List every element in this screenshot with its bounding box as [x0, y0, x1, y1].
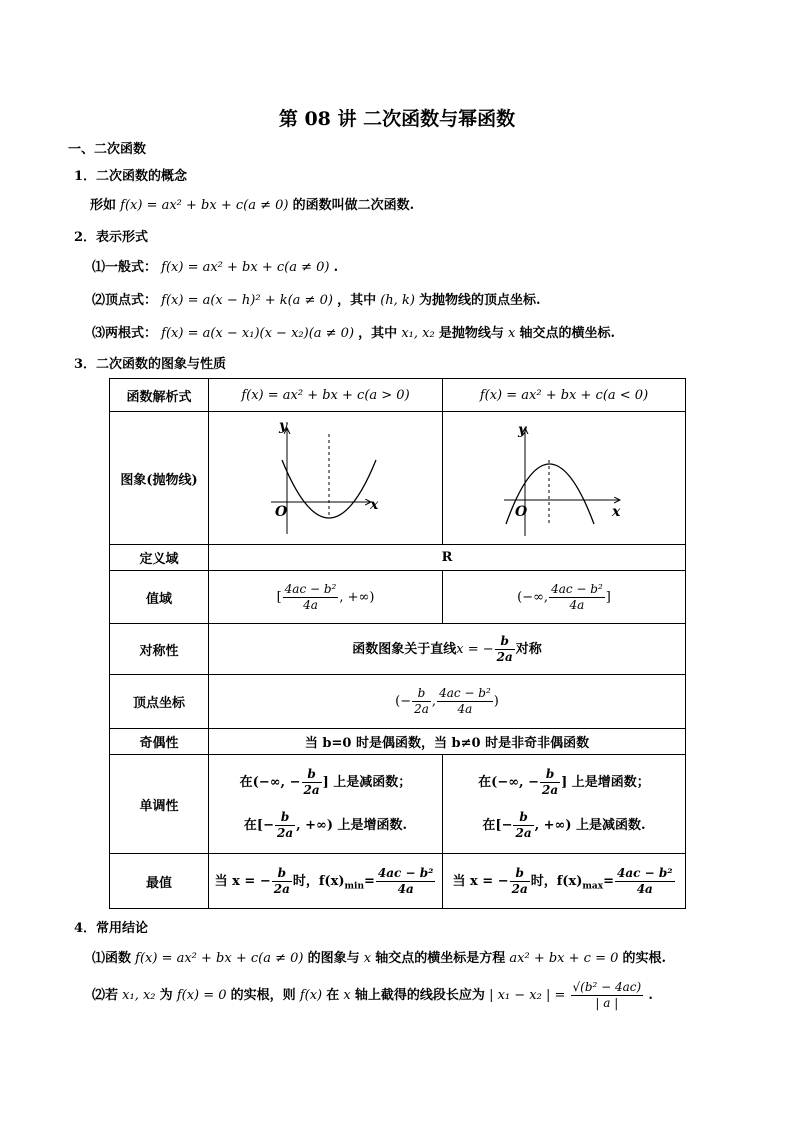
ext2-frac-b: [510, 866, 530, 897]
frac-num: b: [495, 634, 515, 650]
ext2-frac-y: [615, 866, 675, 897]
label-domain: 定义域: [110, 545, 209, 571]
frac-den: 2a: [276, 826, 294, 840]
frac-num: 4ac − b²: [617, 865, 673, 880]
mono2-a-post: ] 上是增函数；: [561, 775, 650, 790]
vertex-form-label: ⑵顶点式：: [92, 293, 158, 308]
range-a-positive: [209, 571, 443, 624]
conclusion-1: [92, 947, 666, 966]
mono1-line-b: [209, 810, 442, 841]
table-row-parity: [110, 729, 686, 755]
ext2-pre: 当 x = −: [452, 873, 509, 889]
mono1-b-frac: [275, 810, 295, 841]
c1-end: 的实根.: [622, 951, 667, 966]
c2-abs: | x₁ − x₂ | =: [489, 988, 566, 1003]
mono1-line-a: [209, 767, 442, 798]
frac-den: 4a: [397, 881, 414, 896]
ext2-mid: 时，f(x): [530, 873, 583, 889]
range-a-negative: [443, 571, 686, 624]
page-title: 第 08 讲 二次函数与幂函数: [278, 108, 516, 130]
sym-text-b: 对称: [515, 641, 542, 657]
ext1-mid: 时，f(x): [292, 873, 345, 889]
frac-num: b: [412, 686, 431, 702]
ext1-sub: min: [344, 881, 364, 892]
frac-num: b: [540, 767, 560, 783]
origin-label: O: [515, 504, 528, 520]
label-symmetry: 对称性: [110, 624, 209, 675]
frac-den: 4a: [303, 597, 318, 612]
root-x1x2: x₁, x₂: [401, 326, 435, 341]
mono2-line-a: [443, 767, 685, 798]
frac-den: 4a: [569, 597, 585, 612]
vertex-pre: (−: [395, 694, 412, 709]
extremum-max: [443, 854, 686, 909]
label-range: 值域: [110, 571, 209, 624]
vertex-frac-y: [437, 686, 493, 717]
subsection-conclusions-heading: 4．常用结论: [74, 921, 149, 936]
frac-num: b: [513, 810, 533, 826]
frac-num: 4ac − b²: [551, 581, 603, 596]
vertex-frac-b: [412, 686, 431, 717]
mono2-a-frac: [540, 767, 560, 798]
conclusion-2: [92, 980, 653, 1011]
frac-den: 2a: [273, 881, 290, 896]
ext1-eq: =: [364, 873, 375, 889]
mono2-b-frac: [513, 810, 533, 841]
frac-num: b: [510, 866, 530, 882]
c1-eq: ax² + bx + c = 0: [509, 951, 619, 966]
table-row-extremum: [110, 854, 686, 909]
table-row-vertex: [110, 675, 686, 729]
concept-text-b: 的函数叫做二次函数.: [292, 198, 415, 213]
label-extremum: 最值: [110, 854, 209, 909]
c1-mid2: 轴交点的横坐标是方程: [375, 951, 506, 966]
origin-label: O: [274, 504, 287, 520]
frac-num: 4ac − b²: [284, 581, 337, 596]
ext2-eq: =: [603, 873, 615, 889]
c2-axis: x: [343, 988, 351, 1003]
sym-eq: x = −: [456, 641, 494, 657]
table-row-graph: [110, 412, 686, 545]
general-form-line: [92, 256, 338, 275]
root-form-mid2: 是抛物线与: [438, 326, 504, 341]
subsection-graph-heading: 3．二次函数的图象与性质: [74, 357, 227, 372]
symmetry-value: [209, 624, 686, 675]
ext1-frac-y: [376, 866, 436, 897]
frac-den: | a |: [595, 996, 619, 1010]
vertex-hk: (h, k): [380, 293, 415, 308]
subsection-forms-heading: 2．表示形式: [74, 230, 149, 245]
mono2-line-b: [443, 810, 685, 841]
frac-den: 2a: [496, 649, 513, 664]
label-parity: 奇偶性: [110, 729, 209, 755]
mono-a-positive: [209, 755, 443, 854]
vertex-mid: ,: [431, 694, 437, 709]
parity-value: 当 b=0 时是偶函数，当 b≠0 时是非奇非偶函数: [209, 729, 686, 755]
y-axis-label: y: [278, 418, 287, 434]
parabola-down-graph: [484, 416, 644, 536]
mono-a-negative: [443, 755, 686, 854]
range1-pre: [: [276, 589, 282, 605]
c2-label: ⑵若: [92, 988, 119, 1003]
range2-frac: [549, 582, 605, 613]
mono1-b-pre: 在[−: [243, 818, 274, 833]
frac-den: 2a: [511, 881, 528, 896]
expr-a-negative: f(x) = ax² + bx + c(a < 0): [443, 379, 686, 412]
root-axis: x: [507, 326, 516, 341]
x-axis-label: x: [612, 504, 621, 520]
sym-text-a: 函数图象关于直线: [352, 641, 457, 657]
mono2-b-post: , +∞) 上是减函数.: [534, 818, 646, 833]
parabola-up-graph: [246, 416, 406, 536]
c1-mid: 的图象与: [307, 951, 360, 966]
frac-num: b: [302, 767, 322, 783]
table-row-monotonic: [110, 755, 686, 854]
frac-num: b: [272, 866, 292, 882]
c1-formula: f(x) = ax² + bx + c(a ≠ 0): [135, 951, 304, 966]
frac-den: 2a: [542, 783, 559, 797]
label-vertex: 顶点坐标: [110, 675, 209, 729]
subsection-concept-heading: 1．二次函数的概念: [74, 169, 188, 184]
c2-fx: f(x) = 0: [176, 988, 227, 1003]
concept-formula: f(x) = ax² + bx + c(a ≠ 0): [120, 198, 289, 213]
frac-num: √(b² − 4ac): [572, 980, 642, 994]
general-form-formula: f(x) = ax² + bx + c(a ≠ 0): [161, 260, 330, 275]
y-axis-label: y: [518, 422, 527, 438]
c2-mid4: 轴上截得的线段长应为: [354, 988, 485, 1003]
frac-den: 2a: [303, 783, 320, 797]
table-row-domain: [110, 545, 686, 571]
c2-end: .: [648, 988, 653, 1003]
graph-downward-cell: [443, 412, 686, 545]
c2-mid2: 的实根，则: [230, 988, 296, 1003]
table-row-range: [110, 571, 686, 624]
root-form-label: ⑶两根式：: [92, 326, 158, 341]
mono1-a-frac: [302, 767, 322, 798]
mono1-a-post: ] 上是减函数；: [322, 775, 412, 790]
vertex-form-mid: ，其中: [337, 293, 377, 308]
graph-upward-cell: [209, 412, 443, 545]
sym-frac: [495, 634, 515, 665]
c1-axis: x: [363, 951, 372, 966]
root-form-line: [92, 322, 615, 341]
root-form-mid: ，其中: [358, 326, 398, 341]
range1-post: , +∞): [339, 589, 375, 605]
frac-den: 4a: [457, 702, 473, 716]
vertex-post: ): [493, 694, 499, 709]
table-row-expression: [110, 379, 686, 412]
mono1-a-pre: 在(−∞, −: [239, 775, 301, 790]
vertex-form-end: 为抛物线的顶点坐标.: [419, 293, 541, 308]
range2-pre: (−∞,: [517, 589, 549, 605]
expr-a-positive: f(x) = ax² + bx + c(a > 0): [209, 379, 443, 412]
vertex-form-line: [92, 289, 541, 308]
mono1-b-post: , +∞) 上是增函数.: [296, 818, 408, 833]
general-form-end: .: [333, 260, 339, 275]
ext1-frac-b: [272, 866, 292, 897]
c2-frac: [571, 980, 644, 1011]
general-form-label: ⑴一般式：: [92, 260, 158, 275]
frac-den: 2a: [515, 826, 532, 840]
concept-line: [90, 194, 414, 213]
c2-mid3: 在: [326, 988, 340, 1003]
frac-den: 4a: [636, 881, 653, 896]
root-form-formula: f(x) = a(x − x₁)(x − x₂)(a ≠ 0): [161, 326, 355, 341]
c2-fx2: f(x): [299, 988, 323, 1003]
frac-num: 4ac − b²: [377, 865, 434, 880]
table-row-symmetry: [110, 624, 686, 675]
c1-label: ⑴函数: [92, 951, 132, 966]
extremum-min: [209, 854, 443, 909]
vertex-form-formula: f(x) = a(x − h)² + k(a ≠ 0): [161, 293, 333, 308]
properties-table: [109, 378, 686, 909]
x-axis-label: x: [369, 497, 378, 513]
frac-num: 4ac − b²: [439, 686, 491, 700]
frac-den: 2a: [414, 702, 429, 716]
ext1-pre: 当 x = −: [214, 873, 271, 889]
range1-frac: [283, 582, 339, 613]
ext2-sub: max: [582, 881, 604, 892]
vertex-value: [209, 675, 686, 729]
c2-mid: 为: [159, 988, 173, 1003]
frac-num: b: [275, 810, 295, 826]
section-heading: 一、二次函数: [68, 142, 147, 157]
label-expression: 函数解析式: [110, 379, 209, 412]
mono2-b-pre: 在[−: [482, 818, 513, 833]
label-monotonic: 单调性: [110, 755, 209, 854]
label-graph: 图象(抛物线): [110, 412, 209, 545]
c2-x: x₁, x₂: [122, 988, 156, 1003]
mono2-a-pre: 在(−∞, −: [478, 775, 539, 790]
concept-text-a: 形如: [90, 198, 117, 213]
root-form-end: 轴交点的横坐标.: [519, 326, 615, 341]
range2-post: ]: [605, 589, 611, 605]
domain-value: R: [209, 545, 686, 571]
